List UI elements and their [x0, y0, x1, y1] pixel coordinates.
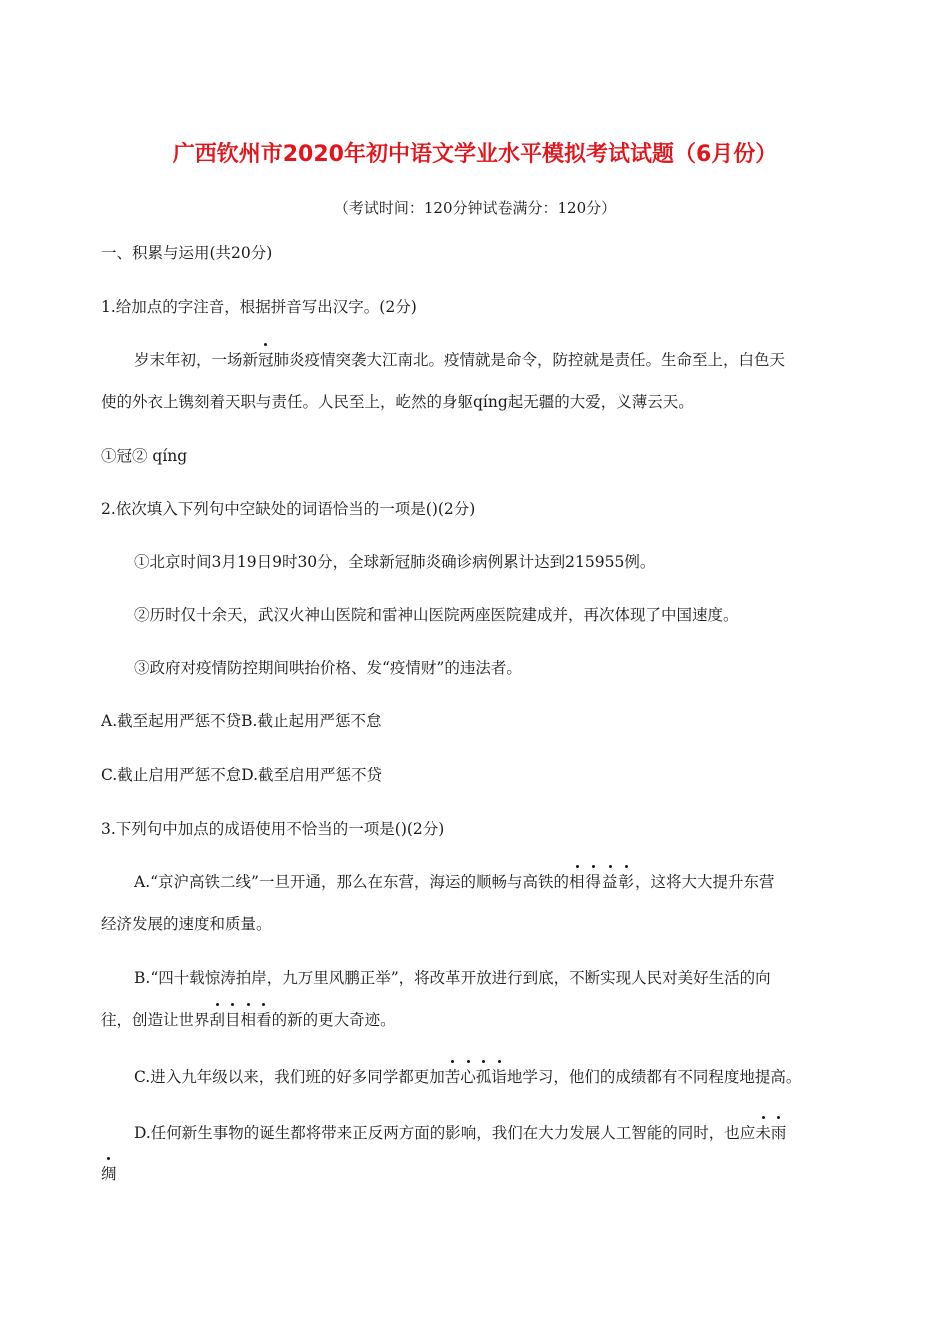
q3-option-a-line-2: 经济发展的速度和质量。	[101, 915, 272, 933]
q3-option-b-line-2: 往，创造让世界刮目相看的新的更大奇迹。	[101, 1011, 396, 1029]
q2-options-ab: A.截至起用严惩不贷B.截止起用严惩不怠	[101, 712, 382, 730]
dotted-char: 心	[460, 1068, 476, 1086]
dotted-char: 绸	[101, 1165, 117, 1183]
dotted-char: 冠	[258, 351, 274, 369]
q2-sentence-2: ②历时仅十余天，武汉火神山医院和雷神山医院两座医院建成并，再次体现了中国速度。	[134, 606, 739, 624]
q2-options-cd: C.截止启用严惩不怠D.截至启用严惩不贷	[101, 766, 383, 784]
dotted-char: 得	[585, 873, 603, 891]
page-title: 广西钦州市2020年初中语文学业水平模拟考试试题（6月份）	[172, 142, 778, 167]
q3-option-d-line-1: D.任何新生事物的诞生都将带来正反两方面的影响，我们在大力发展人工智能的同时，也应未雨	[134, 1124, 787, 1142]
dotted-char: 未	[755, 1124, 771, 1142]
dotted-idiom	[445, 1068, 507, 1086]
q3-option-a-line-1: A.“京沪高铁二线”一旦开通，那么在东营，海运的顺畅与高铁的相得益彰，这将大大提升东营	[134, 873, 775, 891]
q3-stem: 3.下列句中加点的成语使用不恰当的一项是()(2分)	[101, 820, 445, 838]
dotted-char: 苦	[444, 1068, 461, 1086]
dotted-char: 看	[256, 1011, 272, 1029]
q1-stem: 1.给加点的字注音，根据拼音写出汉字。(2分)	[101, 298, 417, 316]
dotted-char: 相	[240, 1011, 257, 1029]
q2-sentence-1: ①北京时间3月19日9时30分，全球新冠肺炎确诊病例累计达到215955例。	[134, 553, 656, 571]
dotted-char: 刮	[209, 1011, 226, 1029]
dotted-idiom	[210, 1011, 272, 1029]
dotted-char: 雨	[770, 1124, 787, 1142]
q3-option-d-line-2	[101, 1164, 117, 1184]
q2-stem: 2.依次填入下列句中空缺处的词语恰当的一项是()(2分)	[101, 500, 476, 518]
dotted-char: 益	[602, 873, 619, 891]
dotted-char: 目	[225, 1011, 241, 1029]
q2-sentence-3: ③政府对疫情防控期间哄抬价格、发“疫情财”的违法者。	[134, 659, 522, 677]
q1-answer: ①冠② qíng	[101, 447, 188, 465]
q1-passage-line-1: 岁末年初，一场新冠肺炎疫情突袭大江南北。疫情就是命令，防控就是责任。生命至上，白色天	[134, 351, 786, 369]
dotted-char: 诣	[491, 1068, 507, 1086]
section-heading: 一、积累与运用(共20分)	[101, 244, 273, 262]
dotted-char: 孤	[475, 1068, 492, 1086]
q3-option-b-line-1: B.“四十载惊涛拍岸，九万里风鹏正举”，将改革开放进行到底，不断实现人民对美好生活的向	[134, 969, 771, 987]
dotted-char: 相	[568, 873, 586, 891]
q3-option-c-line-1: C.进入九年级以来，我们班的好多同学都更加苦心孤诣地学习，他们的成绩都有不同程度地提高。	[134, 1068, 802, 1086]
dotted-idiom	[755, 1124, 786, 1142]
exam-info: （考试时间：120分钟试卷满分：120分）	[333, 199, 617, 217]
q1-passage-line-2: 使的外衣上镌刻着天职与责任。人民至上，屹然的身躯qíng起无疆的大爱，义薄云天。	[101, 393, 694, 411]
dotted-char: 彰	[618, 873, 636, 891]
